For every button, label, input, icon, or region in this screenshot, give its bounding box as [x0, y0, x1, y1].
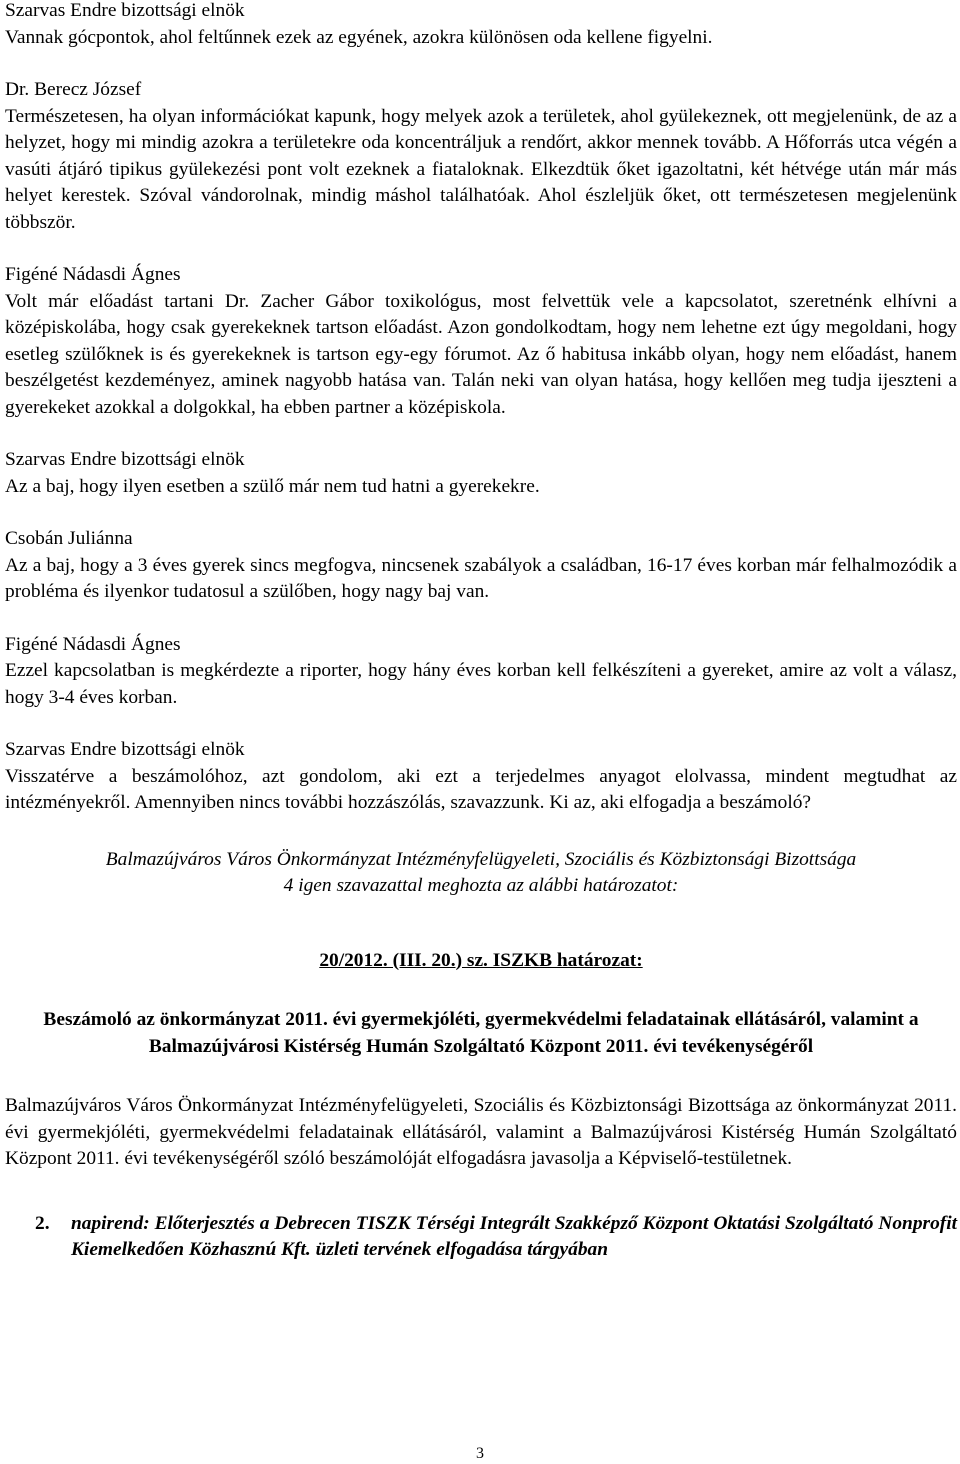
speaker-name: Figéné Nádasdi Ágnes — [5, 264, 181, 285]
speaker-name: Szarvas Endre bizottsági elnök — [5, 449, 245, 470]
decision-intro-committee: Balmazújváros Város Önkormányzat Intézményfelügyeleti, Szociális és Közbiztonsági Bizottsága — [105, 848, 857, 870]
decision-title: Beszámoló az önkormányzat 2011. évi gyermekjóléti, gyermekvédelmi feladatainak ellátásáról, valamint a Balmazújvárosi Kistérség Humán Szolgáltató Központ 2011. évi tevékenységéről — [43, 1009, 919, 1057]
speech-text: Vannak gócpontok, ahol feltűnnek ezek az egyének, azokra különösen oda kellene figyelni. — [5, 26, 713, 48]
decision-number: 20/2012. (III. 20.) sz. ISZKB határozat: — [319, 949, 643, 971]
speaker-name: Szarvas Endre bizottsági elnök — [5, 739, 245, 760]
speech-text: Az a baj, hogy ilyen esetben a szülő már nem tud hatni a gyerekekre. — [5, 475, 540, 497]
decision-intro-vote: 4 igen szavazattal meghozta az alábbi határozatot: — [283, 875, 679, 896]
speech-text: Ezzel kapcsolatban is megkérdezte a riporter, hogy hány éves korban kell felkészíteni a gyereket, amire az volt a válasz, hogy 3-4 éves korban. — [5, 660, 957, 708]
speech-block — [5, 526, 957, 606]
speech-text: Természetesen, ha olyan információkat kapunk, hogy melyek azok a területek, ahol gyülekeznek, ott megjelenünk, de az a helyzet, hogy mi mindig azokra a területekre oda koncentráljuk a rendőrt, akkor mennek tovább. A Hőforrás utca végén a vasúti átjáró tipikus gyülekezési pont volt ezeknek a fiataloknak. Elkezdtük őket igazoltatni, két hétvége után már más helyet kerestek. Szóval vándorolnak, mindig máshol találhatóak. Ahol észleljük őket, ott természetesen megjelenünk többször. — [5, 105, 957, 233]
speech-text: Visszatérve a beszámolóhoz, azt gondolom, aki ezt a terjedelmes anyagot elolvassa, mindent megtudhat az intézményekről. Amennyiben nincs további hozzászólás, szavazzunk. Ki az, aki elfogadja a beszámoló? — [5, 765, 957, 813]
agenda-number: 2. — [35, 1212, 50, 1234]
speech-block — [5, 737, 957, 817]
speech-text: Volt már előadást tartani Dr. Zacher Gábor toxikológus, most felvettük vele a kapcsolatot, szeretnénk elhívni a középiskolába, hogy csak gyerekeknek tartson előadást. Azon gondolkodtam, hogy nem lehetne ezt úgy megoldani, hogy esetleg szülőknek is és gyerekeknek is tartson egy-egy fórumot. Az ő habitusa inkább olyan, hogy nem előadást, hanem beszélgetést kezdeményez, aminek nagyobb hatása van. Talán neki van olyan hatása, hogy kellően meg tudja ijeszteni a gyerekeket azokkal a dolgokkal, ha ebben partner a középiskola. — [5, 290, 957, 418]
speech-text: Az a baj, hogy a 3 éves gyerek sincs megfogva, nincsenek szabályok a családban, 16-17 éves korban már felhalmozódik a probléma és ilyenkor tudatosul a szülőben, hogy nagy baj van. — [5, 554, 957, 602]
speech-block — [5, 262, 957, 421]
page-number: 3 — [476, 1445, 484, 1462]
speech-block — [5, 77, 957, 236]
speaker-name: Figéné Nádasdi Ágnes — [5, 633, 181, 655]
document-page — [5, 0, 957, 1264]
decision-body: Balmazújváros Város Önkormányzat Intézményfelügyeleti, Szociális és Közbiztonsági Bizottsága az önkormányzat 2011. évi gyermekjóléti, gyermekvédelmi feladatainak ellátásáról, valamint a Balmazújvárosi Kistérség Humán Szolgáltató Központ 2011. évi tevékenységéről szóló beszámolóját elfogadásra javasolja a Képviselő-testületnek. — [5, 1095, 957, 1169]
speech-block — [5, 632, 957, 712]
speaker-name: Dr. Berecz József — [5, 79, 142, 100]
agenda-item — [5, 1211, 957, 1264]
agenda-text: napirend: Előterjesztés a Debrecen TISZK Térségi Integrált Szakképző Központ Oktatási Szolgáltató Nonprofit Kiemelkedően Közhasznú Kft. üzleti tervének elfogadása tárgyában — [71, 1212, 957, 1260]
speech-block — [5, 447, 957, 500]
speaker-name: Csobán Juliánna — [5, 528, 133, 549]
speech-block — [5, 0, 957, 51]
speaker-name: Szarvas Endre bizottsági elnök — [5, 0, 245, 21]
decision-intro — [5, 847, 957, 900]
decision-body-block — [5, 1093, 957, 1173]
